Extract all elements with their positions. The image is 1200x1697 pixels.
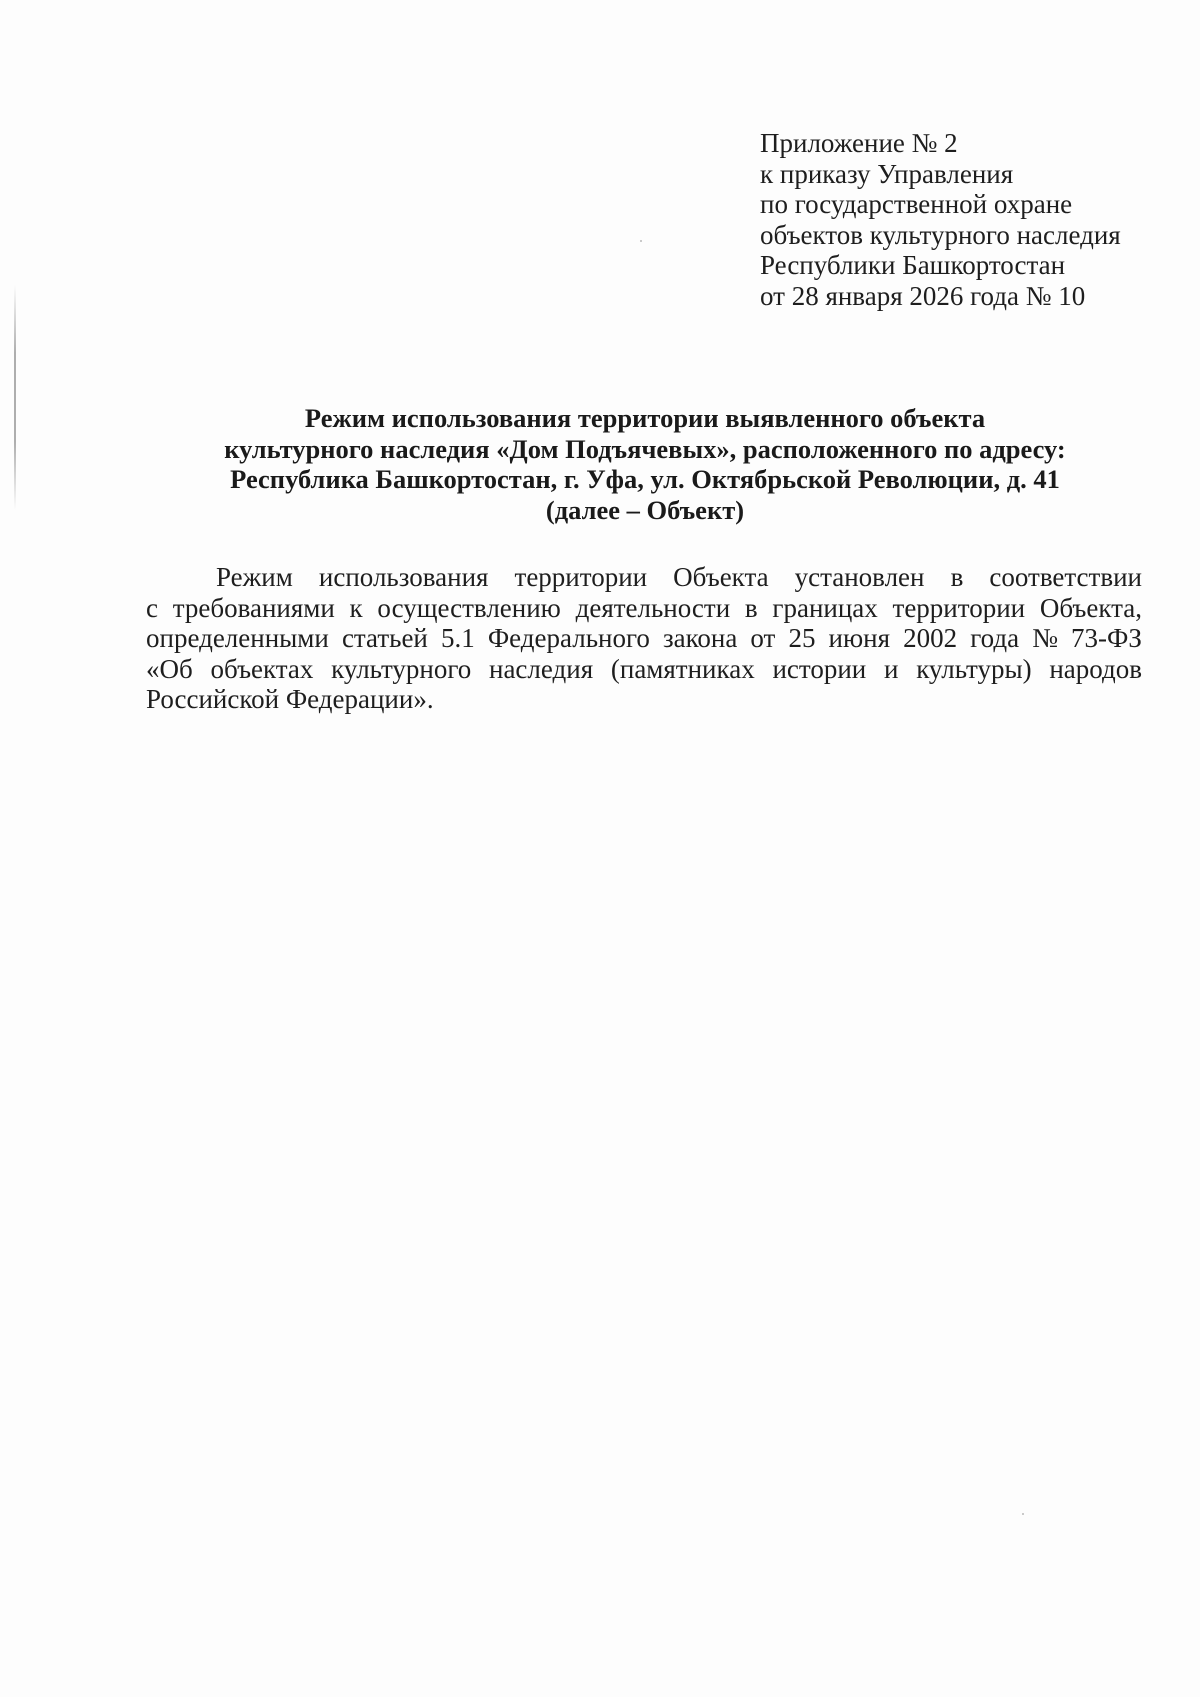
body-word: года [970,623,1020,653]
appendix-authority-line-2: объектов культурного наследия [760,219,1121,250]
body-line [146,593,1142,624]
body-word: от [750,623,776,653]
body-word: объектах [210,653,314,684]
body-word: Режим [216,562,293,592]
body-word: территории [892,592,1026,623]
body-word: использования [318,562,489,592]
body-word: территории [514,562,648,592]
body-word: в [950,562,964,592]
body-word: Объекта, [1039,592,1142,623]
body-word: «Об [146,653,193,684]
body-word: осуществлению [377,592,561,623]
appendix-number: Приложение № 2 [760,128,958,158]
appendix-authority-line-1: по государственной охране [760,189,1073,219]
document-title [130,403,1160,525]
scan-artifact-dot [1022,1513,1024,1515]
body-word: и [883,653,899,684]
body-word: установлен [794,562,925,592]
body-word: июня [828,623,891,653]
body-word: наследия [489,653,594,684]
body-word: 73-ФЗ [1071,623,1142,653]
body-line [146,684,1142,715]
scan-artifact-edge [14,285,16,510]
body-word: деятельности [575,592,731,623]
title-line: культурного наследия «Дом Подъячевых», расположенного по адресу: [224,433,1066,464]
body-paragraph [146,562,1142,715]
body-word: соответствии [989,562,1142,592]
appendix-order-ref: к приказу Управления [760,158,1014,189]
body-word: 25 [788,623,816,653]
appendix-date: от 28 января 2026 года № 10 [760,280,1086,311]
body-word: в [744,592,758,623]
body-word: статьей [341,623,428,653]
body-line [146,623,1142,654]
appendix-header [760,128,1180,311]
body-word: Объекта [673,562,769,592]
body-word: с [146,592,158,623]
body-word: Федерального [487,623,650,653]
body-word: культурного [331,653,472,684]
body-word: требованиями [172,592,335,623]
body-word: 5.1 [440,623,475,653]
body-word: народов [1049,653,1142,684]
body-word: закона [662,623,738,653]
body-word: Федерации». [285,684,434,714]
appendix-authority-line-3: Республики Башкортостан [760,250,1066,280]
body-word: к [349,592,363,623]
body-word: истории [772,653,867,684]
scan-artifact-dot [640,240,642,242]
body-word: (памятниках [610,653,755,684]
body-word: № [1032,623,1058,653]
body-word: 2002 [903,623,958,653]
title-line: Режим использования территории выявленного объекта [304,403,986,433]
title-line: Республика Башкортостан, г. Уфа, ул. Октябрьской Революции, д. 41 [230,464,1060,494]
body-word: Российской [146,684,286,714]
body-line [146,654,1142,685]
body-word: культуры) [916,653,1032,684]
body-line [146,562,1142,593]
body-word: границах [772,592,878,623]
body-word: определенными [146,623,329,653]
title-line: (далее – Объект) [545,494,745,525]
